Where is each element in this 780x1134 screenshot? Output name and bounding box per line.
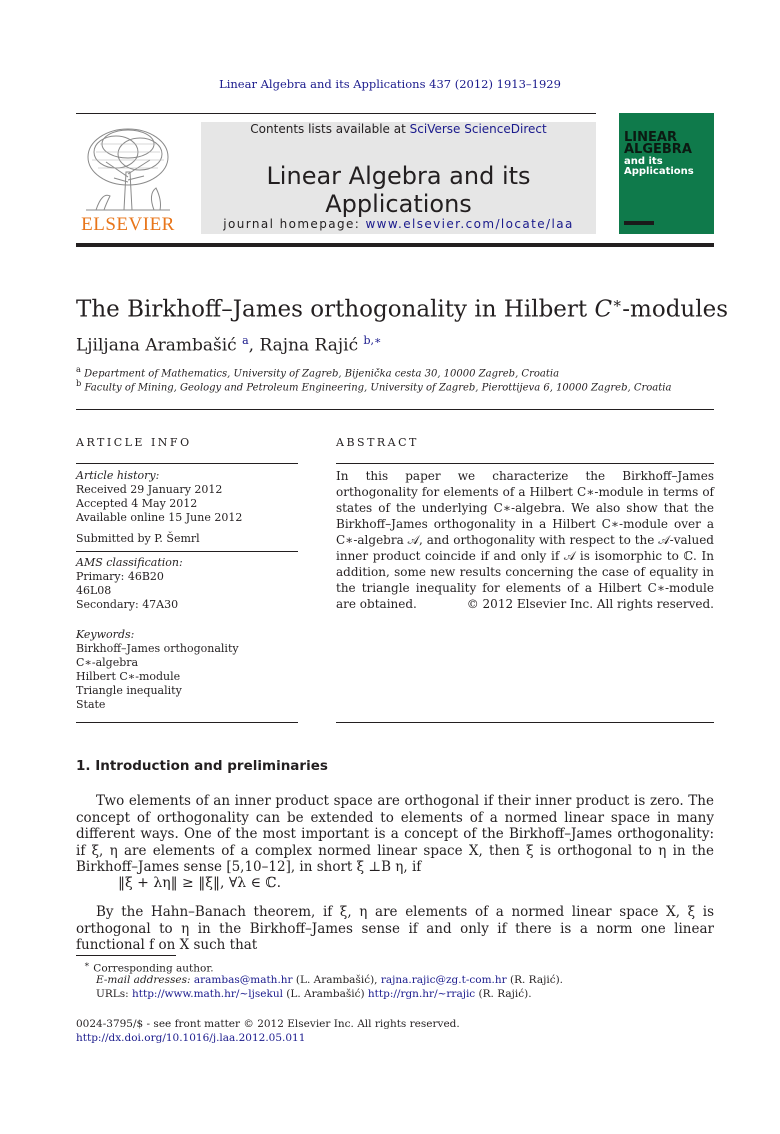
article-info-rule-mid [76, 551, 298, 552]
doi-link[interactable]: http://dx.doi.org/10.1016/j.laa.2012.05.011 [76, 1032, 306, 1044]
cover-subtitle-1: and its [624, 156, 663, 167]
keywords-label: Keywords: [76, 628, 135, 641]
cover-bar [624, 221, 654, 225]
url-1-name: (L. Arambašić) [282, 988, 368, 1000]
author-1-affil-mark[interactable]: a [242, 334, 249, 347]
ams-classification [76, 556, 298, 612]
abstract-text: In this paper we characterize the Birkhoff–James orthogonality for elements of a Hilbert C∗-module in terms of states of the underlying C∗-algebra. We also show that the Birkhoff–James orthogonality in a Hilbert C∗-module over a C∗-algebra 𝒜, and orthogonality with respect to the 𝒜-valued inner product coincide if and only if 𝒜 is isomorphic to ℂ. In addition, some new results concerning the case of equality in the triangle inequality for elements of a Hilbert C∗-module are obtained. [336, 469, 714, 611]
abstract-rule-top [336, 463, 714, 464]
keyword-item: Triangle inequality [76, 684, 182, 697]
author-1: Ljiljana Arambašić [76, 335, 237, 356]
homepage-prefix: journal homepage: [223, 217, 366, 231]
intro-paragraph-2: By the Hahn–Banach theorem, if ξ, η are elements of a normed linear space X, ξ is orthogonal to η in the Birkhoff–James sense if and only if there is a norm one linear functional f on X such that [76, 904, 714, 953]
email-2-name: (R. Rajić). [506, 974, 564, 986]
abstract-copyright: © 2012 Elsevier Inc. All rights reserved. [466, 597, 714, 611]
title-star: ∗ [612, 294, 623, 312]
ams-primary: Primary: 46B20 [76, 570, 164, 583]
article-info-rule-bottom [76, 722, 298, 723]
author-2-affil-mark[interactable]: b,∗ [363, 334, 382, 347]
corr-text: Corresponding author. [93, 962, 214, 975]
keyword-item: State [76, 698, 106, 711]
email-1-name: (L. Arambašić), [292, 974, 381, 986]
title-pre: The Birkhoff–James orthogonality in Hilbert [76, 296, 595, 323]
urls-label: URLs: [96, 988, 132, 1000]
publisher-logo-text: ELSEVIER [81, 214, 175, 235]
keyword-item: Birkhoff–James orthogonality [76, 642, 239, 655]
keyword-item: Hilbert C∗-module [76, 670, 181, 683]
display-formula: ‖ξ + λη‖ ≥ ‖ξ‖, ∀λ ∈ ℂ. [118, 875, 282, 891]
issn-line: 0024-3795/$ - see front matter © 2012 Elsevier Inc. All rights reserved. [76, 1018, 460, 1030]
homepage-line [201, 217, 596, 231]
journal-title: Linear Algebra and its Applications [266, 162, 531, 218]
online-date: Available online 15 June 2012 [76, 511, 243, 524]
url-link-1[interactable]: http://www.math.hr/∼ljsekul [132, 988, 283, 1000]
author-list [76, 334, 382, 356]
abstract-heading: ABSTRACT [336, 436, 419, 449]
article-info-rule-top [76, 463, 298, 464]
affil-a-mark: a [76, 364, 81, 374]
journal-cover [619, 113, 714, 234]
ams-secondary: Secondary: 47A30 [76, 598, 179, 611]
email-link-2[interactable]: rajna.rajic@zg.t-com.hr [380, 974, 507, 986]
email-note [96, 974, 563, 986]
affil-b-mark: b [76, 378, 82, 388]
title-post: -modules [622, 296, 729, 323]
corresponding-author-note [84, 960, 214, 975]
accepted-date: Accepted 4 May 2012 [76, 497, 198, 510]
author-2: Rajna Rajić [259, 335, 359, 356]
section-heading: 1. Introduction and preliminaries [76, 758, 328, 774]
title-c: C [594, 296, 613, 323]
cover-title-2: ALGEBRA [624, 142, 692, 157]
contents-line [201, 122, 596, 136]
header-top-rule [76, 113, 596, 114]
keywords [76, 628, 298, 712]
cover-title [624, 132, 692, 156]
cover-title-1: LINEAR [624, 130, 677, 145]
affil-a-text: Department of Mathematics, University of Zagreb, Bijenička cesta 30, 10000 Zagreb, Croatia [84, 368, 560, 380]
email-label: E-mail addresses: [96, 974, 194, 986]
article-history [76, 469, 298, 546]
homepage-link[interactable]: www.elsevier.com/locate/laa [365, 217, 574, 231]
url-2-name: (R. Rajić). [475, 988, 532, 1000]
url-note [96, 988, 532, 1000]
footnote-rule [76, 955, 176, 956]
keyword-item: C∗-algebra [76, 656, 139, 669]
url-link-2[interactable]: http://rgn.hr/∼rrajic [367, 988, 476, 1000]
sciencedirect-link[interactable]: SciVerse ScienceDirect [409, 122, 547, 136]
ams-secondary-code: 46L08 [76, 584, 112, 597]
title-block-rule [76, 409, 714, 410]
submitted-by: Submitted by P. Šemrl [76, 532, 200, 545]
intro-paragraph-1: Two elements of an inner product space are orthogonal if their inner product is zero. The concept of orthogonality can be extended to elements of a normed linear space in many different ways. One of the most important is a concept of the Birkhoff–James orthogonality: if ξ, η are elements of a complex normed linear space X, then ξ is orthogonal to η in the Birkhoff–James sense [5,10–12], in short ξ ⊥B η, if [76, 793, 714, 875]
running-head[interactable]: Linear Algebra and its Applications 437 (2012) 1913–1929 [219, 77, 561, 91]
contents-prefix: Contents lists available at [250, 122, 410, 136]
email-link-1[interactable]: arambas@math.hr [193, 974, 293, 986]
affiliation-b [76, 378, 671, 393]
corr-mark: ∗ [84, 960, 90, 970]
abstract-rule-bottom [336, 722, 714, 723]
received-date: Received 29 January 2012 [76, 483, 223, 496]
author-separator: , [248, 335, 260, 356]
ams-label: AMS classification: [76, 556, 183, 569]
cover-subtitle-2: Applications [624, 166, 694, 177]
affil-b-text: Faculty of Mining, Geology and Petroleum Engineering, University of Zagreb, Pierottijeva 6, 10000 Zagreb, Croatia [84, 382, 672, 394]
history-label: Article history: [76, 469, 160, 482]
article-info-heading: ARTICLE INFO [76, 436, 192, 449]
header-thick-rule [76, 243, 714, 247]
paper-title [76, 294, 728, 323]
elsevier-logo [76, 122, 180, 236]
cover-subtitle [624, 157, 694, 177]
